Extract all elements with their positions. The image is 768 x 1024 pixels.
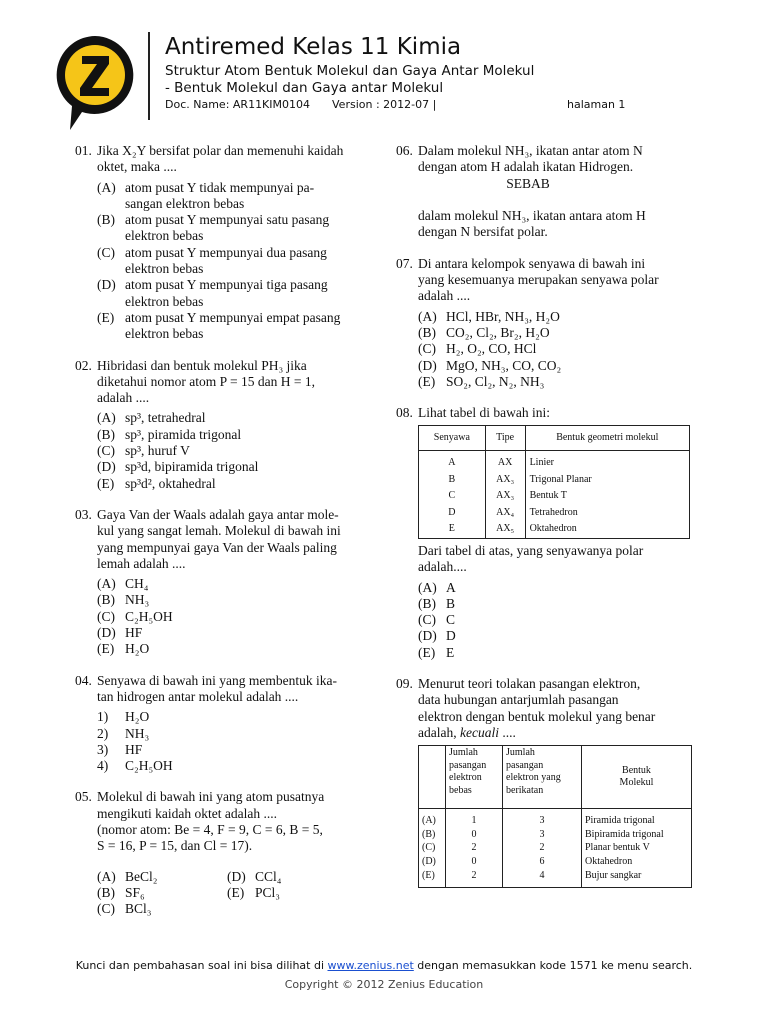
option [97,410,375,426]
table-cell: Planar bentuk V [582,841,692,855]
option-label: (C) [97,244,115,260]
table-cell: 1 [446,809,503,828]
option-text: sp³, tetrahedral [125,410,206,426]
table-cell: Tetrahedron [525,505,689,522]
document-subtitle-2: - Bentuk Molekul dan Gaya antar Molekul [165,80,444,96]
option-text: C₂H₅OH [125,758,173,774]
option [97,641,375,657]
footer-text-2: dengan memasukkan kode 1571 ke menu search. [413,959,693,972]
question-03 [75,507,375,658]
option-text: A [446,579,456,595]
options-list [418,309,696,390]
option-text: NH₃ [125,592,150,608]
option-text: H₂O [125,709,150,725]
table-cell: (D) [422,856,436,867]
zenius-link[interactable]: www.zenius.net [327,959,414,972]
question-row [396,256,696,305]
option [97,310,375,343]
option-label: (A) [97,868,116,884]
table-cell: (A) [422,815,436,827]
table-cell: AX₃ [485,472,525,489]
table-cell: (B) [422,828,436,840]
question-07 [396,256,696,390]
table-cell: Linier [525,451,689,472]
table-cell: Bujur sangkar [582,869,692,888]
option [97,277,375,310]
option-label: (A) [97,576,116,592]
option [97,592,375,608]
option [97,709,375,725]
table-cell: 0 [446,828,503,842]
option [227,869,357,885]
option-text: atom pusat Y mempunyai tiga pasang elektron bebas [125,277,328,309]
question-text: Senyawa di bawah ini yang membentuk ika- tan hidrogen antar molekul adalah .... [97,672,337,704]
left-column [75,143,375,932]
option-text: atom pusat Y mempunyai satu pasang elektron bebas [125,212,330,244]
options-list [97,869,375,918]
option [227,885,357,901]
option-text: HF [125,741,143,757]
table-row [419,809,692,828]
table-row [419,828,692,842]
option-text: SF₆ [125,884,145,900]
option [97,476,375,492]
option-label: (D) [418,628,437,644]
option-label: (B) [97,592,115,608]
table-cell: AX₃ [485,488,525,505]
question-08 [396,405,696,661]
question-number: 05. [75,789,92,805]
table-row [419,451,690,472]
option-label: (E) [418,373,436,389]
option-text: B [446,595,456,611]
option-text: C [446,612,456,628]
option [418,358,696,374]
option [97,609,375,625]
option-text: CH₄ [125,576,149,592]
option-text: MgO, NH₃, CO, CO₂ [446,357,562,373]
question-row [75,358,375,407]
table-cell: 2 [446,869,503,888]
question-02 [75,358,375,492]
question-row [75,789,375,854]
option-label: (D) [97,625,116,641]
doc-version: Version : 2012-07 | [332,98,437,111]
question-06 [396,143,696,241]
option-text: atom pusat Y mempunyai empat pasang elektron bebas [125,309,341,342]
option-label: (B) [418,324,436,340]
zenius-logo [52,32,138,132]
table-cell: (E) [422,869,435,881]
option [418,580,696,596]
option [97,245,375,278]
option-text: SO₂, Cl₂, N₂, NH₃ [446,373,545,389]
table-cell: 3 [503,809,582,828]
option-text: D [446,628,456,644]
option-text: CCl₄ [255,868,282,884]
option-text: E [446,644,455,660]
right-column [396,143,696,903]
table-cell: Piramida trigonal [582,809,692,828]
doc-info [165,97,458,113]
question-01 [75,143,375,343]
table-cell: Oktahedron [582,855,692,869]
table-cell: A [448,457,456,469]
table-cell: 0 [446,855,503,869]
footer-note [0,958,768,974]
sebab-label: SEBAB [506,175,550,191]
table-cell: 4 [503,869,582,888]
table-cell: 2 [446,841,503,855]
table-row [419,505,690,522]
question-text: Hibridasi dan bentuk molekul PH₃ jika diketahui nomor atom P = 15 dan H = 1, adalah .... [97,357,315,406]
table-cell: Bipiramida trigonal [582,828,692,842]
option-text: BCl₃ [125,901,152,917]
table-cell: Oktahedron [525,521,689,538]
option-text: sp³, piramida trigonal [125,426,242,442]
table-header: Jumlah pasangan elektron yang berikatan [503,746,582,809]
options-list [97,180,375,343]
option-label: (D) [418,357,437,373]
option-label: 1) [97,709,109,725]
table-cell: E [448,523,455,535]
question-text-2: Dari tabel di atas, yang senyawanya polar adalah.... [418,542,644,575]
question-text: Di antara kelompok senyawa di bawah ini yang kesemuanya merupakan senyawa polar adalah .... [418,255,659,304]
doc-name: Doc. Name: AR11KIM0104 [165,98,311,111]
table-row [419,841,692,855]
question-row [75,507,375,572]
question-text-2: dalam molekul NH₃, ikatan antara atom H dengan N bersifat polar. [418,208,646,240]
question-number: 04. [75,672,92,688]
table-cell: (C) [422,842,436,854]
geometry-table [418,425,690,539]
table-cell: Trigonal Planar [525,472,689,489]
table-cell: AX [485,451,525,472]
option-text: PCl₃ [255,884,280,900]
option [97,459,375,475]
question-number: 07. [396,255,413,271]
option [418,341,696,357]
options-list [97,410,375,491]
question-04 [75,673,375,775]
option [418,374,696,390]
table-header: Senyawa [419,426,486,451]
option-text: atom pusat Y tidak mempunyai pa- sangan elektron bebas [125,179,315,211]
option-label: (B) [97,426,115,442]
option-label: (A) [418,308,437,324]
table-row [419,521,690,538]
option [97,869,227,885]
document-subtitle: Struktur Atom Bentuk Molekul dan Gaya Antar Molekul [165,63,535,79]
question-05 [75,789,375,917]
option-text: sp³d², oktahedral [125,475,216,491]
option-label: (E) [227,884,245,900]
table-header: Jumlah pasangan elektron bebas [446,746,503,809]
table-header: Bentuk Molekul [582,746,692,809]
table-cell: B [448,473,456,485]
option-label: (C) [418,612,436,628]
option-label: (D) [97,277,116,293]
table-row [419,488,690,505]
option-text: atom pusat Y mempunyai dua pasang elektron bebas [125,244,327,277]
options-list [97,576,375,657]
kecuali-emphasis: kecuali [459,724,499,740]
option [97,212,375,245]
option [97,742,375,758]
option-text: HF [125,625,143,641]
option-text: BeCl₂ [125,868,158,884]
table-cell: Bentuk T [525,488,689,505]
option-text: sp³d, bipiramida trigonal [125,459,259,475]
option-label: (B) [418,595,436,611]
option-label: (C) [97,608,115,624]
option-label: 4) [97,758,109,774]
question-number: 03. [75,506,92,522]
option-label: (B) [97,884,115,900]
option-label: 3) [97,741,109,757]
page-number: halaman 1 [567,98,626,111]
option-label: (E) [97,309,115,325]
question-text: Jika X₂Y bersifat polar dan memenuhi kaidah oktet, maka .... [97,143,344,175]
option [97,726,375,742]
option-text: HCl, HBr, NH₃, H₂O [446,308,560,324]
option-text: sp³, huruf V [125,443,190,459]
option-text: H₂O [125,641,150,657]
option-label: (C) [97,443,115,459]
option [97,758,375,774]
option-text: H₂, O₂, CO, HCl [446,341,537,357]
table-cell: D [448,506,456,518]
option [418,645,696,661]
option-text: C₂H₅OH [125,608,173,624]
question-09 [396,676,696,888]
question-text: Molekul di bawah ini yang atom pusatnya mengikuti kaidah oktet adalah .... (nomor atom: Be = 4, F = 9, C = 6, B = 5, S = 16, P = 15, dan Cl = 17). [97,789,325,854]
option-label: (A) [97,179,116,195]
option [97,443,375,459]
question-number: 09. [396,676,413,692]
table-row [419,855,692,869]
document-title: Antiremed Kelas 11 Kimia [165,34,462,60]
option-text: CO₂, Cl₂, Br₂, H₂O [446,324,550,340]
table-cell: C [448,490,456,502]
option-label: (A) [418,579,437,595]
option-label: (E) [97,641,115,657]
table-header: Tipe [485,426,525,451]
option [97,885,227,901]
table-header: Bentuk geometri molekul [525,426,689,451]
option [97,576,375,592]
option-label: (D) [97,459,116,475]
options-list [97,709,375,774]
option-label: (C) [418,341,436,357]
ellipsis: .... [498,724,516,740]
question-text: Lihat tabel di bawah ini: [418,405,550,421]
electron-pair-table [418,745,692,888]
question-number: 08. [396,405,413,421]
option-label: 2) [97,725,109,741]
table-cell: AX₄ [485,505,525,522]
option-label: (E) [97,475,115,491]
option-label: (A) [97,410,116,426]
option-label: (C) [97,901,115,917]
table-cell: 6 [503,855,582,869]
option-label: (B) [97,212,115,228]
question-text: Menurut teori tolakan pasangan elektron, data hubungan antarjumlah pasangan elektron dengan bentuk molekul yang benar adalah, [418,676,656,740]
option [418,596,696,612]
question-number: 01. [75,143,92,158]
question-number: 02. [75,357,92,373]
option [97,427,375,443]
option [418,309,696,325]
table-row [419,472,690,489]
question-text: Dalam molekul NH₃, ikatan antar atom N dengan atom H adalah ikatan Hidrogen. [418,143,643,175]
option [97,901,227,917]
option [97,625,375,641]
question-row [75,673,375,706]
option [97,180,375,213]
table-cell: 3 [503,828,582,842]
option [418,628,696,644]
option [418,325,696,341]
table-cell: 2 [503,841,582,855]
option [418,612,696,628]
option-text: NH₃ [125,725,150,741]
question-row [75,143,375,176]
header-divider [148,32,150,120]
copyright: Copyright © 2012 Zenius Education [284,978,484,991]
table-header [419,746,446,809]
option-label: (E) [418,644,436,660]
footer-text: Kunci dan pembahasan soal ini bisa dilihat di [75,959,328,972]
table-cell: AX₅ [485,521,525,538]
table-row [419,869,692,888]
option-label: (D) [227,868,246,884]
question-text: Gaya Van der Waals adalah gaya antar mole- kul yang sangat lemah. Molekul di bawah ini yang mempunyai gaya Van der Waals paling lemah adalah .... [97,506,341,571]
question-number: 06. [396,143,413,158]
